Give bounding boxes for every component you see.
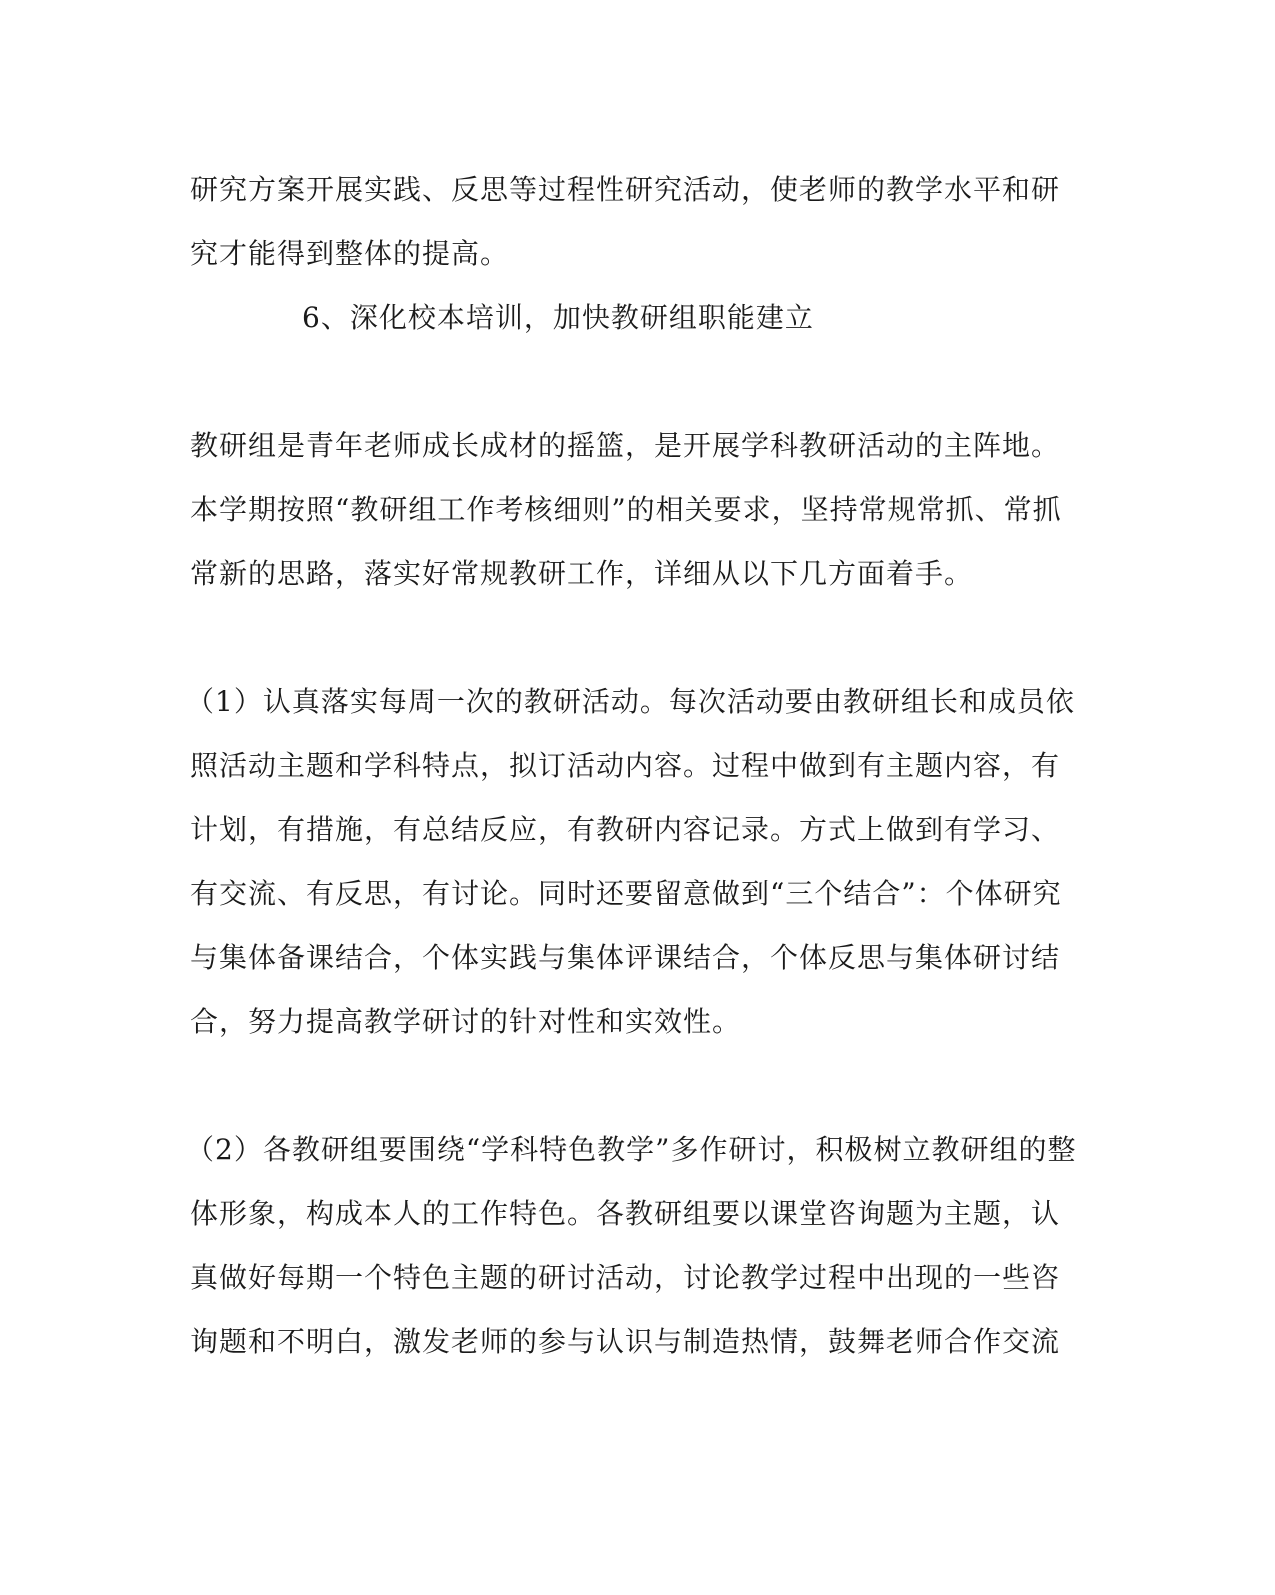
body-text-line: 教研组是青年老师成长成材的摇篮，是开展学科教研活动的主阵地。 xyxy=(190,429,1061,462)
body-text-line: （1）认真落实每周一次的教研活动。每次活动要由教研组长和成员依 xyxy=(186,685,1075,718)
body-text-line: 本学期按照“教研组工作考核细则”的相关要求，坚持常规常抓、常抓 xyxy=(190,493,1062,526)
body-text-line: 常新的思路，落实好常规教研工作，详细从以下几方面着手。 xyxy=(190,557,974,590)
body-text-line: 真做好每期一个特色主题的研讨活动，讨论教学过程中出现的一些咨 xyxy=(190,1261,1061,1294)
section-heading: 6、深化校本培训，加快教研组职能建立 xyxy=(302,301,814,334)
body-text-line: 体形象，构成本人的工作特色。各教研组要以课堂咨询题为主题，认 xyxy=(190,1197,1061,1230)
body-text-line: 研究方案开展实践、反思等过程性研究活动，使老师的教学水平和研 xyxy=(190,173,1061,206)
body-text-line: 计划，有措施，有总结反应，有教研内容记录。方式上做到有学习、 xyxy=(190,813,1061,846)
body-text-line: 询题和不明白，激发老师的参与认识与制造热情，鼓舞老师合作交流 xyxy=(190,1325,1061,1358)
body-text-line: 与集体备课结合，个体实践与集体评课结合，个体反思与集体研讨结 xyxy=(190,941,1061,974)
body-text-line: 合，努力提高教学研讨的针对性和实效性。 xyxy=(190,1005,742,1038)
body-text-line: 究才能得到整体的提高。 xyxy=(190,237,510,270)
body-text-line: （2）各教研组要围绕“学科特色教学”多作研讨，积极树立教研组的整 xyxy=(186,1133,1077,1166)
body-text-line: 照活动主题和学科特点，拟订活动内容。过程中做到有主题内容，有 xyxy=(190,749,1061,782)
body-text-line: 有交流、有反思，有讨论。同时还要留意做到“三个结合”：个体研究 xyxy=(190,877,1062,910)
